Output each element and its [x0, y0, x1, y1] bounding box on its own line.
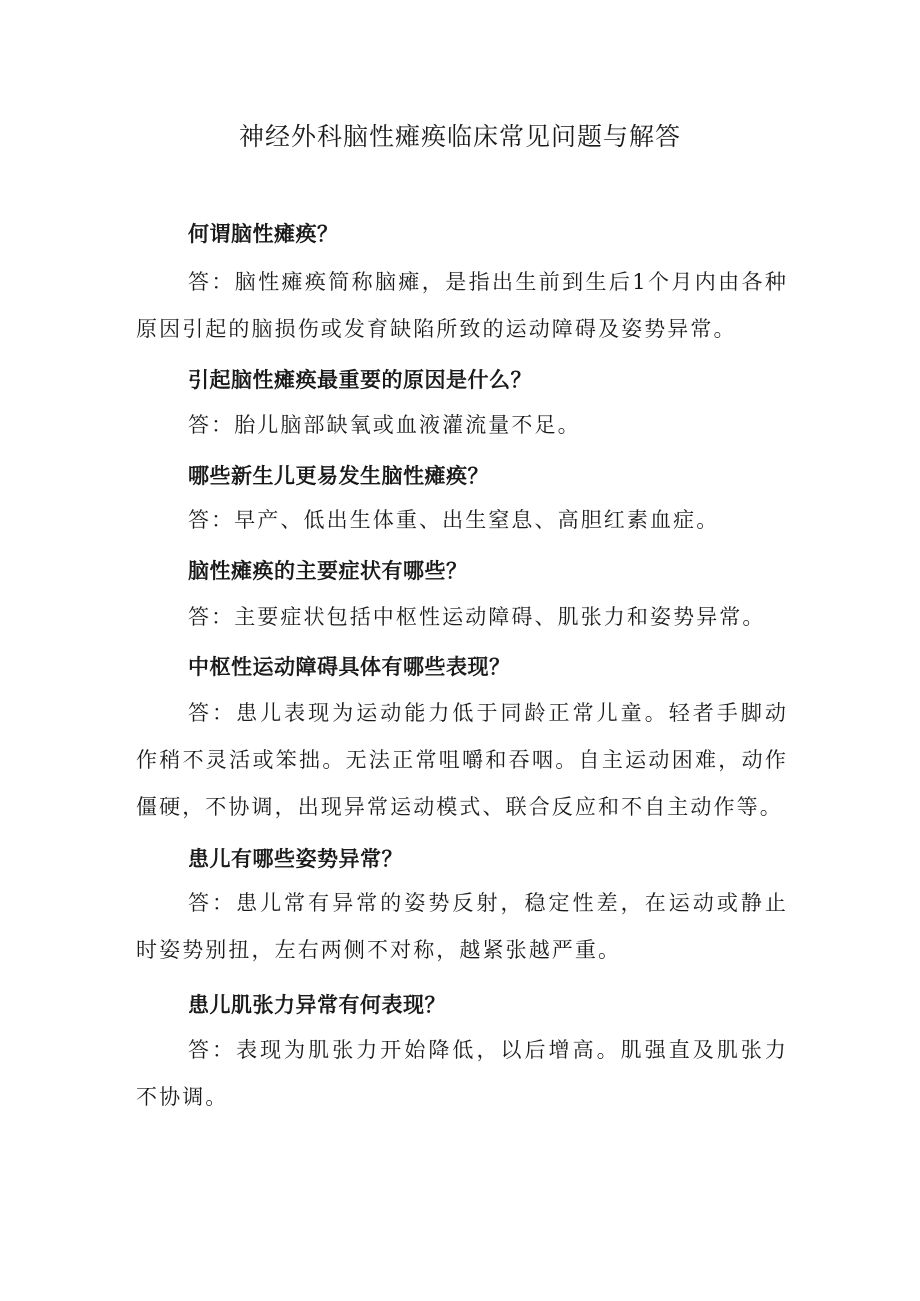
question-2: 引起脑性瘫痪最重要的原因是什么？ — [188, 368, 532, 392]
answer-4: 答：主要症状包括中枢性运动障碍、肌张力和姿势异常。 — [188, 605, 766, 629]
question-7: 患儿肌张力异常有何表现？ — [188, 993, 446, 1017]
answer-3: 答：早产、低出生体重、出生窒息、高胆红素血症。 — [188, 508, 720, 532]
answer-2: 答：胎儿脑部缺氧或血液灌流量不足。 — [188, 413, 581, 437]
question-4: 脑性瘫痪的主要症状有哪些？ — [188, 559, 468, 583]
answer-5: 答：患儿表现为运动能力低于同龄正常儿童。轻者手脚动作稍不灵活或笨拙。无法正常咀嚼和吞咽。自主运动困难，动作僵硬，不协调，出现异常运动模式、联合反应和不自主动作等。 — [136, 701, 788, 819]
answer-7: 答：表现为肌张力开始降低，以后增高。肌强直及肌张力不协调。 — [136, 1038, 788, 1109]
question-1: 何谓脑性瘫痪？ — [188, 222, 339, 246]
answer-6: 答：患儿常有异常的姿势反射，稳定性差，在运动或静止时姿势别扭，左右两侧不对称，越紧张越严重。 — [136, 891, 788, 962]
document-title: 神经外科脑性瘫痪临床常见问题与解答 — [238, 122, 681, 151]
question-5: 中枢性运动障碍具体有哪些表现？ — [188, 655, 511, 679]
answer-1: 答：脑性瘫痪简称脑瘫，是指出生前到生后1个月内由各种原因引起的脑损伤或发育缺陷所致的运动障碍及姿势异常。 — [136, 270, 788, 341]
question-3: 哪些新生儿更易发生脑性瘫痪？ — [188, 464, 489, 488]
question-6: 患儿有哪些姿势异常？ — [188, 847, 403, 871]
